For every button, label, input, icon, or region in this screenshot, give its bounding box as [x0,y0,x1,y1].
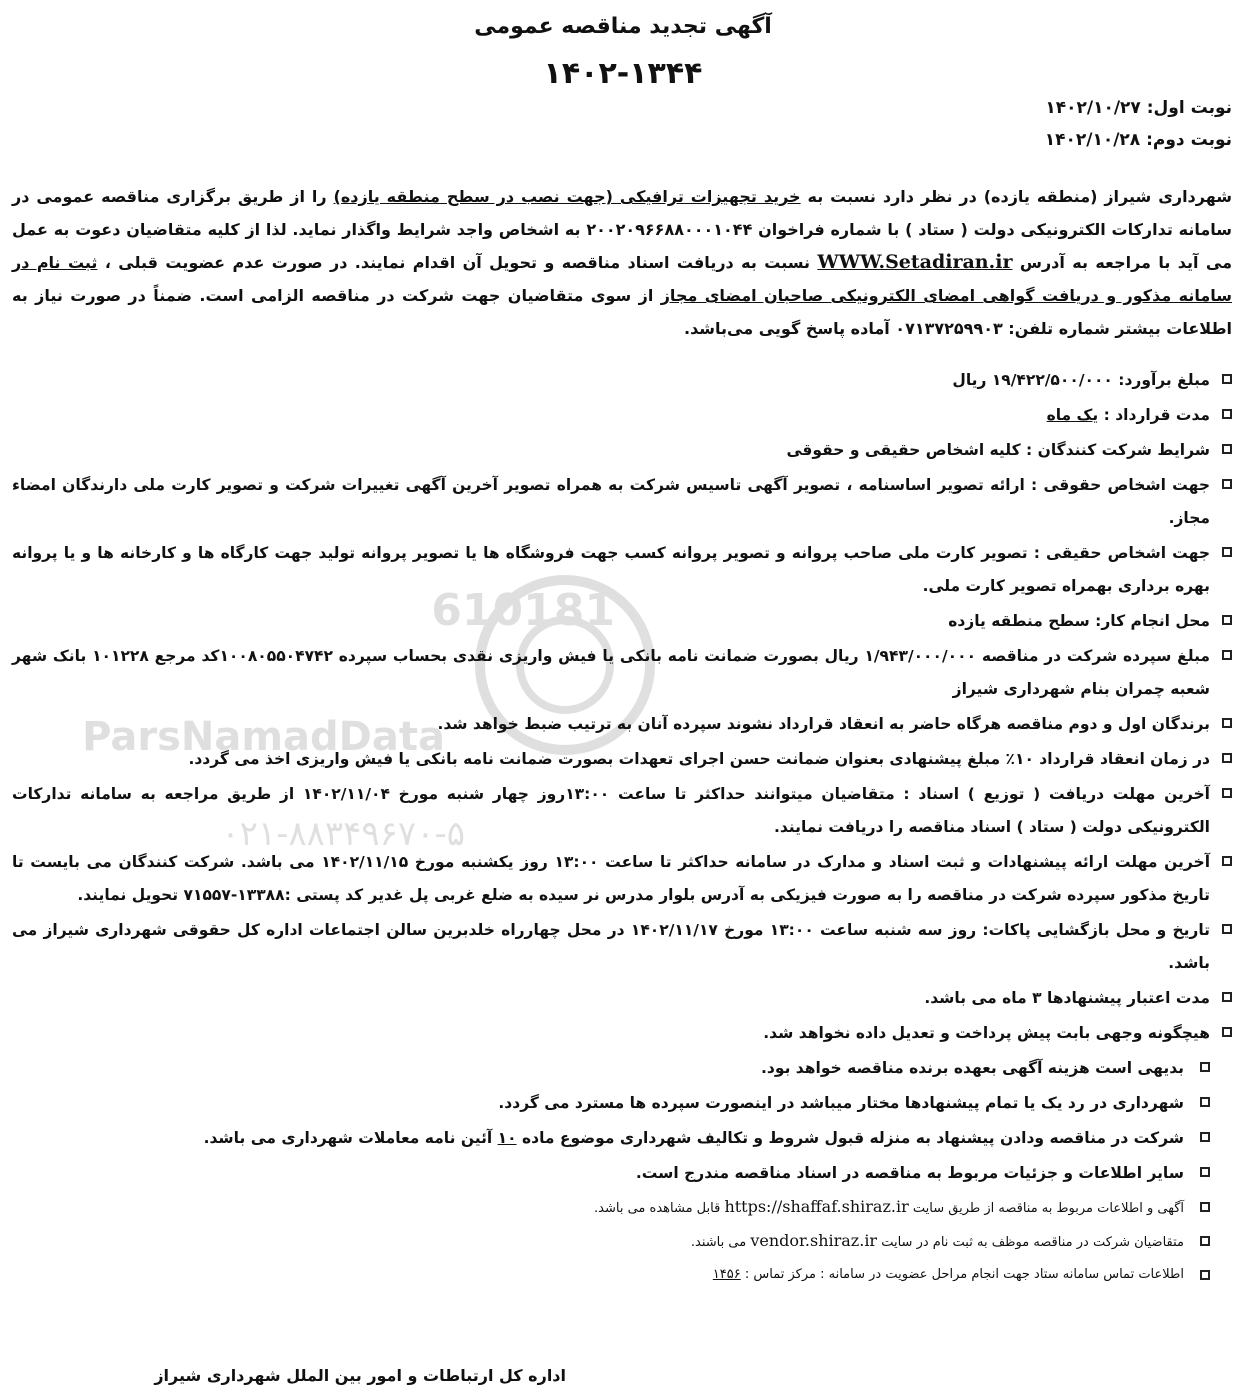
list-item: مبلغ برآورد: ۱۹/۴۲۲/۵۰۰/۰۰۰ ریال [12,364,1232,397]
tender-subject: خرید تجهیزات ترافیکی (جهت نصب در سطح منطقه یازده) [333,187,801,206]
list-item: شرکت در مناقصه ودادن پیشنهاد به منزله قبول شروط و تکالیف شهرداری موضوع ماده ۱۰ آئین نامه معاملات شهرداری می باشد. [12,1122,1232,1155]
article-number: ۱۰ [497,1129,517,1147]
checkbox-bullet-icon [1222,856,1232,866]
vendor-link[interactable]: vendor.shiraz.ir [750,1231,878,1250]
checkbox-bullet-icon [1222,479,1232,489]
notice-title: آگهی تجدید مناقصه عمومی [474,14,772,39]
setadiran-link[interactable]: WWW.Setadiran.ir [817,251,1013,273]
second-publication-date: نوبت دوم: ۱۴۰۲/۱۰/۲۸ [1044,130,1232,150]
tender-number: ۱۴۰۲-۱۳۴۴ [543,56,703,91]
checkbox-bullet-icon [1222,924,1232,934]
list-item: مبلغ سپرده شرکت در مناقصه ۱/۹۴۳/۰۰۰/۰۰۰ ریال بصورت ضمانت نامه بانکی یا فیش واریزی نقدی بحساب سپرده ۱۰۰۸۰۵۵۰۴۷۴۲کد مرجع ۱۰۱۲۲۸ بانک شهر شعبه چمران بنام شهرداری شیراز [12,640,1232,706]
list-item: متقاضیان شرکت در مناقصه موظف به ثبت نام در سایت vendor.shiraz.ir می باشند. [12,1226,1232,1258]
first-publication-date: نوبت اول: ۱۴۰۲/۱۰/۲۷ [1045,98,1232,118]
intro-part-2: را از طریق برگزاری مناقصه عمومی در سامانه تدارکات الکترونیکی دولت ( ستاد ) با شماره فراخوان ۲۰۰۲۰۹۶۶۸۸۰۰۰۱۰۴۴ به اشخاص واجد شرایط واگذار نماید. لذا از کلیه متقاضیان دعوت به عمل می آید با مراجعه به آدرس [12,187,1233,272]
list-item: جهت اشخاص حقیقی : تصویر کارت ملی صاحب پروانه و تصویر پروانه کسب جهت فروشگاه ها یا تصویر پروانه تولید جهت کارگاه ها و کارخانه ها و یا پروانه بهره برداری بهمراه تصویر کارت ملی. [12,537,1232,603]
checkbox-bullet-icon [1200,1236,1210,1246]
watermark-brand: ParsNamadData [82,714,445,760]
intro-paragraph [12,180,1232,345]
list-item: آخرین مهلت ارائه پیشنهادات و ثبت اسناد و مدارک در سامانه حداکثر تا ساعت ۱۳:۰۰ روز یکشنبه مورخ ۱۴۰۲/۱۱/۱۵ می باشد. شرکت کنندگان می بایست تا تاریخ مذکور سپرده شرکت در مناقصه را به صورت فیزیکی به آدرس بلوار مدرس نر سیده به ضلع غربی پل غدیر کد پستی :۱۳۳۸۸-۷۱۵۵۷ تحویل نمایند. [12,846,1232,912]
list-item: آخرین مهلت دریافت ( توزیع ) اسناد : متقاضیان میتوانند حداکثر تا ساعت ۱۳:۰۰روز چهار شنبه مورخ ۱۴۰۲/۱۱/۰۴ از طریق مراجعه به سامانه تدارکات الکترونیکی دولت ( ستاد ) اسناد مناقصه را دریافت نمایند. [12,778,1232,844]
checkbox-bullet-icon [1200,1167,1210,1177]
list-item: هیچگونه وجهی بابت پیش پرداخت و تعدیل داده نخواهد شد. [12,1017,1232,1050]
list-item: جهت اشخاص حقوقی : ارائه تصویر اساسنامه ، تصویر آگهی تاسیس شرکت به همراه تصویر آخرین آگهی تغییرات شرکت و تصویر کارت ملی دارندگان امضاء مجاز. [12,469,1232,535]
publication-dates [1045,92,1232,156]
watermark-code: 610181 [431,585,615,636]
intro-part-4: از سوی متقاضیان جهت شرکت در مناقصه الزامی است. ضمناً در صورت نیاز به اطلاعات بیشتر شماره تلفن: ۰۷۱۳۷۲۵۹۹۰۳ آماده پاسخ گویی می‌باشد. [12,286,1232,338]
checkbox-bullet-icon [1222,788,1232,798]
checkbox-bullet-icon [1222,718,1232,728]
shaffaf-link[interactable]: https://shaffaf.shiraz.ir [724,1197,909,1216]
list-item: شهرداری در رد یک یا تمام پیشنهادها مختار میباشد در اینصورت سپرده ها مسترد می گردد. [12,1087,1232,1120]
checkbox-bullet-icon [1222,547,1232,557]
checkbox-bullet-icon [1222,992,1232,1002]
list-item: تاریخ و محل بازگشایی پاکات: روز سه شنبه ساعت ۱۳:۰۰ مورخ ۱۴۰۲/۱۱/۱۷ در محل چهارراه خلدبرین سالن اجتماعات اداره کل حقوقی شهرداری شیراز می باشد. [12,914,1232,980]
list-item: آگهی و اطلاعات مربوط به مناقصه از طریق سایت https://shaffaf.shiraz.ir قابل مشاهده می باشد. [12,1192,1232,1224]
conditions-list [12,364,1232,1292]
checkbox-bullet-icon [1200,1062,1210,1072]
checkbox-bullet-icon [1200,1202,1210,1212]
list-item: بدیهی است هزینه آگهی بعهده برنده مناقصه خواهد بود. [12,1052,1232,1085]
watermark-phone: ۰۲۱-۸۸۳۴۹۶۷۰-۵ [221,814,465,854]
list-item: برندگان اول و دوم مناقصه هرگاه حاضر به انعقاد قرارداد نشوند سپرده آنان به ترتیب ضبط خواهد شد. [12,708,1232,741]
intro-part-1: شهرداری شیراز (منطقه یازده) در نظر دارد نسبت به [800,187,1233,206]
list-item: مدت قرارداد : یک ماه [12,399,1232,432]
call-center-number: ۱۴۵۶ [712,1267,741,1282]
checkbox-bullet-icon [1200,1270,1210,1280]
checkbox-bullet-icon [1200,1097,1210,1107]
list-item: اطلاعات تماس سامانه ستاد جهت انجام مراحل عضویت در سامانه : مرکز تماس : ۱۴۵۶ [12,1260,1232,1290]
checkbox-bullet-icon [1222,374,1232,384]
checkbox-bullet-icon [1222,753,1232,763]
issuer-signature: اداره کل ارتباطات و امور بین الملل شهرداری شیراز [154,1366,566,1385]
checkbox-bullet-icon [1200,1132,1210,1142]
intro-part-3: نسبت به دریافت اسناد مناقصه و تحویل آن اقدام نمایند. در صورت عدم عضویت قبلی ، [97,253,818,272]
checkbox-bullet-icon [1222,650,1232,660]
registration-requirement: ثبت نام در سامانه مذکور و دریافت گواهی امضای الکترونیکی صاحبان امضای مجاز [12,253,1233,305]
list-item: محل انجام کار: سطح منطقه یازده [12,605,1232,638]
checkbox-bullet-icon [1222,444,1232,454]
checkbox-bullet-icon [1222,1027,1232,1037]
checkbox-bullet-icon [1222,615,1232,625]
list-item: سایر اطلاعات و جزئیات مربوط به مناقصه در اسناد مناقصه مندرج است. [12,1157,1232,1190]
list-item: در زمان انعقاد قرارداد ۱۰٪ مبلغ پیشنهادی بعنوان ضمانت حسن اجرای تعهدات بصورت ضمانت نامه بانکی یا فیش واریزی اخذ می گردد. [12,743,1232,776]
contract-duration: یک ماه [1046,406,1099,424]
list-item: مدت اعتبار پیشنهادها ۳ ماه می باشد. [12,982,1232,1015]
checkbox-bullet-icon [1222,409,1232,419]
list-item: شرایط شرکت کنندگان : کلیه اشخاص حقیقی و حقوقی [12,434,1232,467]
